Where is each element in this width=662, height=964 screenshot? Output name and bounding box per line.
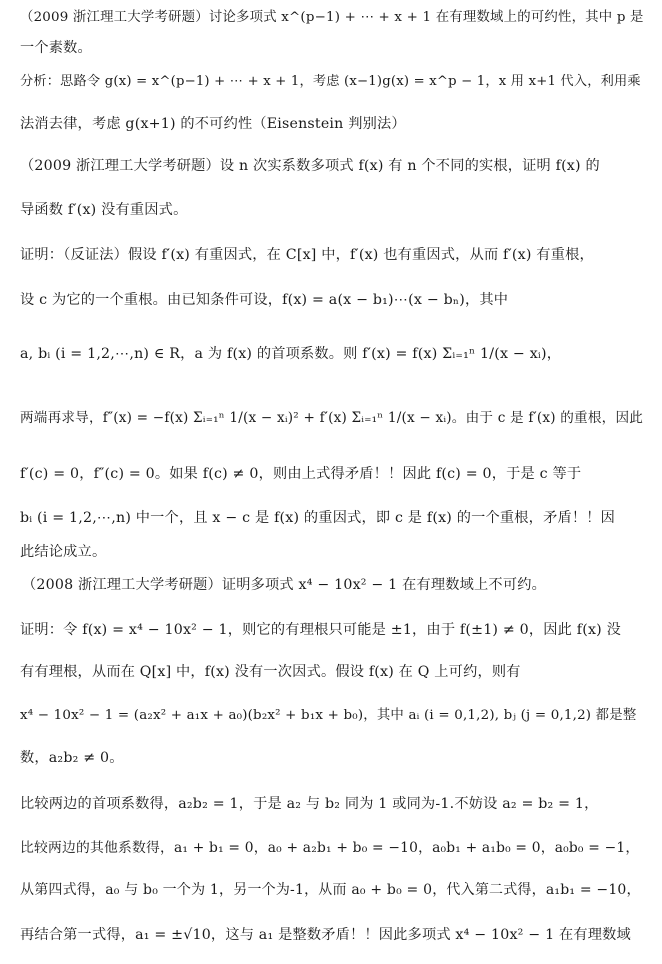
- proof-3-line-1: 证明：令 f(x) = x⁴ − 10x² − 1，则它的有理根只可能是 ±1，由于 f(±1) ≠ 0，因此 f(x) 没: [20, 622, 621, 638]
- proof-2-line-7: 此结论成立。: [20, 544, 107, 560]
- proof-3-line-5: 比较两边的首项系数得，a₂b₂ = 1，于是 a₂ 与 b₂ 同为 1 或同为-1.不妨设 a₂ = b₂ = 1，: [20, 796, 599, 812]
- problem-1-line-1: （2009 浙江理工大学考研题）讨论多项式 x^(p−1) + ⋯ + x + 1 在有理数域上的可约性，其中 p 是: [20, 10, 644, 25]
- proof-3-line-6: 比较两边的其他系数得，a₁ + b₁ = 0，a₀ + a₂b₁ + b₀ = −10，a₀b₁ + a₁b₀ = 0，a₀b₀ = −1，: [20, 840, 640, 856]
- proof-3-line-2: 有有理根，从而在 Q[x] 中，f(x) 没有一次因式。假设 f(x) 在 Q 上可约，则有: [20, 664, 521, 680]
- problem-2-line-2: 导函数 f′(x) 没有重因式。: [20, 202, 188, 218]
- proof-3-line-4: 数，a₂b₂ ≠ 0。: [20, 750, 124, 766]
- proof-2-line-5: f′(c) = 0，f″(c) = 0。如果 f(c) ≠ 0，则由上式得矛盾！！因此 f(c) = 0，于是 c 等于: [20, 466, 582, 482]
- proof-2-line-3: a, bᵢ (i = 1,2,⋯,n) ∈ R，a 为 f(x) 的首项系数。则 f′(x) = f(x) Σᵢ₌₁ⁿ 1/(x − xᵢ)，: [20, 346, 562, 362]
- analysis-line-1: 分析：思路令 g(x) = x^(p−1) + ⋯ + x + 1，考虑 (x−1)g(x) = x^p − 1，x 用 x+1 代入，利用乘: [20, 74, 641, 89]
- proof-2-line-1: 证明：（反证法）假设 f′(x) 有重因式，在 C[x] 中，f′(x) 也有重因式，从而 f′(x) 有重根，: [20, 247, 594, 263]
- problem-2-line-1: （2009 浙江理工大学考研题）设 n 次实系数多项式 f(x) 有 n 个不同的实根，证明 f(x) 的: [20, 158, 600, 174]
- proof-2-line-4: 两端再求导，f″(x) = −f(x) Σᵢ₌₁ⁿ 1/(x − xᵢ)² + f′(x) Σᵢ₌₁ⁿ 1/(x − xᵢ)。由于 c 是 f′(x) 的重根，因此: [20, 410, 644, 426]
- problem-1-line-2: 一个素数。: [20, 40, 92, 56]
- proof-3-line-8: 再结合第一式得，a₁ = ±√10，这与 a₁ 是整数矛盾！！因此多项式 x⁴ − 10x² − 1 在有理数域: [20, 927, 631, 943]
- proof-2-line-6: bᵢ (i = 1,2,⋯,n) 中一个，且 x − c 是 f(x) 的重因式，即 c 是 f(x) 的一个重根，矛盾！！因: [20, 510, 616, 526]
- proof-3-line-7: 从第四式得，a₀ 与 b₀ 一个为 1，另一个为-1，从而 a₀ + b₀ = 0，代入第二式得，a₁b₁ = −10，: [20, 882, 641, 898]
- proof-3-line-3: x⁴ − 10x² − 1 = (a₂x² + a₁x + a₀)(b₂x² + b₁x + b₀)，其中 aᵢ (i = 0,1,2), bⱼ (j = 0,1,2) 都是整: [20, 708, 637, 723]
- analysis-line-2: 法消去律，考虑 g(x+1) 的不可约性（Eisenstein 判别法）: [20, 116, 406, 132]
- problem-3-line-1: （2008 浙江理工大学考研题）证明多项式 x⁴ − 10x² − 1 在有理数域上不可约。: [22, 577, 546, 593]
- proof-2-line-2: 设 c 为它的一个重根。由已知条件可设，f(x) = a(x − b₁)⋯(x − bₙ)，其中: [20, 292, 509, 308]
